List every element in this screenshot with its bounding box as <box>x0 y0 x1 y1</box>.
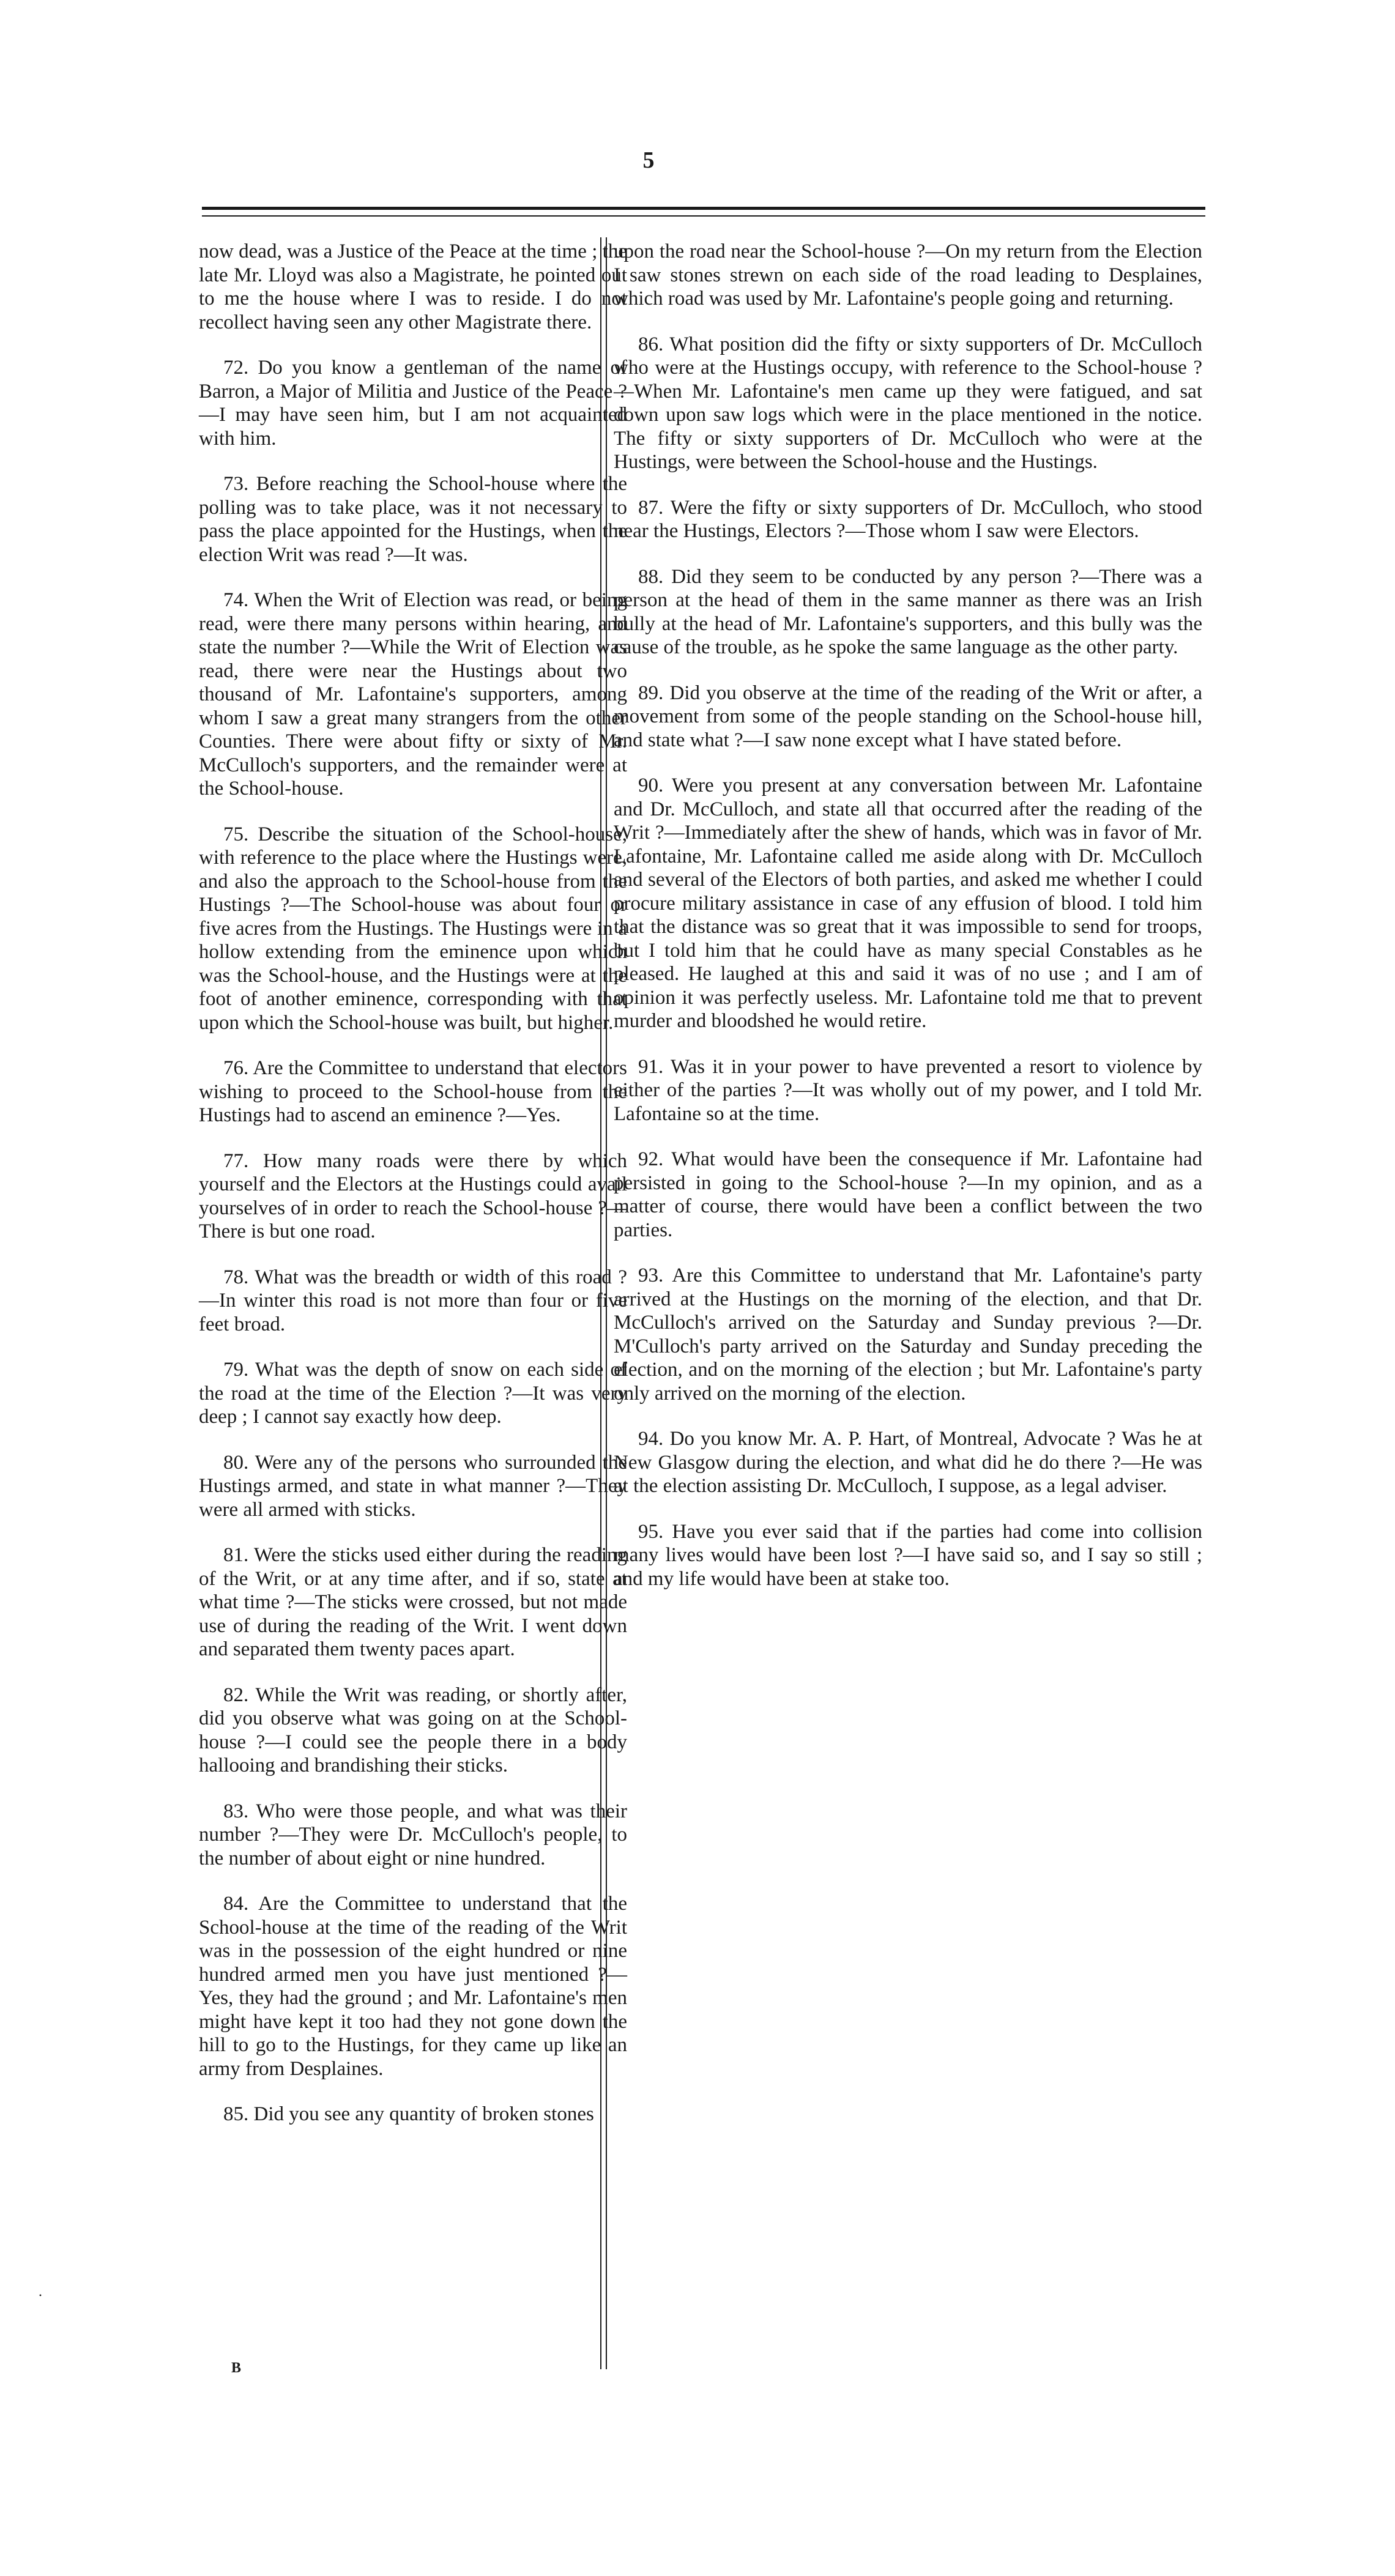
paragraph: 76. Are the Committee to understand that electors wishing to proceed to the School-house from the Hustings had to ascend an eminence ?—Yes. <box>199 1057 627 1126</box>
signature-mark: B <box>231 2360 242 2376</box>
page-number: 5 <box>642 147 655 173</box>
paragraph: 83. Who were those people, and what was their number ?—They were Dr. McCulloch's people, to the number of about eight or nine hundred. <box>199 1800 627 1869</box>
paragraph: 84. Are the Committee to understand that the School-house at the time of the reading of the Writ was in the possession of the eight hundred or nine hundred armed men you have just mentioned ?—Yes, they had the ground ; and Mr. Lafontaine's men might have kept it too had they not gone down the hill to go to the Hustings, for they came up like an army from Desplaines. <box>199 1893 627 2080</box>
paragraph: 81. Were the sticks used either during the reading of the Writ, or at any time after, and if so, state at what time ?—The sticks were crossed, but not made use of during the reading of the Writ. I went down and separated them twenty paces apart. <box>199 1544 627 1660</box>
paragraph: 78. What was the breadth or width of this road ?—In winter this road is not more than four or five feet broad. <box>199 1266 627 1335</box>
paragraph: now dead, was a Justice of the Peace at the time ; the late Mr. Lloyd was also a Magistrate, he pointed out to me the house where I was to reside. I do not recollect having seen any other Magistrate there. <box>199 240 627 333</box>
paragraph: 73. Before reaching the School-house where the polling was to take place, was it not necessary to pass the place appointed for the Hustings, when the election Writ was read ?—It was. <box>199 473 627 566</box>
paragraph: 72. Do you know a gentleman of the name of Barron, a Major of Militia and Justice of the Peace ?—I may have seen him, but I am not acquainted with him. <box>199 357 627 450</box>
paragraph: 89. Did you observe at the time of the reading of the Writ or after, a movement from some of the people standing on the School-house hill, and state what ?—I saw none except what I have stated before. <box>614 681 1202 751</box>
right-column <box>614 240 1202 1591</box>
paragraph: 79. What was the depth of snow on each side of the road at the time of the Election ?—It was very deep ; I cannot say exactly how deep. <box>199 1359 627 1428</box>
paragraph: 85. Did you see any quantity of broken stones <box>223 2103 594 2125</box>
paragraph: 94. Do you know Mr. A. P. Hart, of Montreal, Advocate ? Was he at New Glasgow during the election, and what did he do there ?—He was at the election assisting Dr. McCulloch, I suppose, as a legal adviser. <box>614 1428 1202 1497</box>
left-column <box>199 240 627 2126</box>
paragraph: 90. Were you present at any conversation between Mr. Lafontaine and Dr. McCulloch, and state all that occurred after the reading of the Writ ?—Immediately after the shew of hands, which was in favor of Mr. Lafontaine, Mr. Lafontaine called me aside along with Dr. McCulloch and several of the Electors of both parties, and asked me whether I could procure military assistance in case of any effusion of blood. I told him that the distance was so great that it was impossible to send for troops, but I told him that he could have as many special Constables as he pleased. He laughed at this and said it was of no use ; and I am of opinion it was perfectly useless. Mr. Lafontaine told me that to prevent murder and bloodshed he would retire. <box>614 774 1202 1032</box>
paragraph: 95. Have you ever said that if the parties had come into collision many lives would have been lost ?—I have said so, and I say so still ; and my life would have been at stake too. <box>614 1520 1202 1590</box>
paragraph: upon the road near the School-house ?—On my return from the Election I saw stones strewn on each side of the road leading to Desplaines, which road was used by Mr. Lafontaine's people going and returning. <box>614 240 1202 310</box>
paragraph: 82. While the Writ was reading, or shortly after, did you observe what was going on at the School-house ?—I could see the people there in a body hallooing and brandishing their sticks. <box>199 1683 627 1776</box>
paragraph: 80. Were any of the persons who surrounded the Hustings armed, and state in what manner ?—They were all armed with sticks. <box>199 1451 627 1521</box>
paragraph: 88. Did they seem to be conducted by any person ?—There was a person at the head of them in the same manner as there was an Irish bully at the head of Mr. Lafontaine's supporters, and this bully was the cause of the trouble, as he spoke the same language as the other party. <box>614 565 1202 658</box>
paragraph: 93. Are this Committee to understand that Mr. Lafontaine's party arrived at the Hustings on the morning of the election, and that Dr. McCulloch's arrived on the Saturday and Sunday previous ?—Dr. M'Culloch's party arrived on the Saturday and Sunday preceding the election, and on the morning of the election ; but Mr. Lafontaine's party only arrived on the morning of the election. <box>614 1264 1202 1405</box>
paragraph: 75. Describe the situation of the School-house, with reference to the place where the Hustings were, and also the approach to the School-house from the Hustings ?—The School-house was about four or five acres from the Hustings. The Hustings were in a hollow extending from the eminence upon which was the School-house, and the Hustings were at the foot of another eminence, corresponding with that upon which the School-house was built, but higher. <box>199 823 627 1034</box>
paragraph: 87. Were the fifty or sixty supporters of Dr. McCulloch, who stood near the Hustings, Electors ?—Those whom I saw were Electors. <box>614 496 1202 542</box>
paragraph: 92. What would have been the consequence if Mr. Lafontaine had persisted in going to the School-house ?—In my opinion, and as a matter of course, there would have been a conflict between the two parties. <box>614 1148 1202 1241</box>
header-rule-thin <box>202 215 1205 217</box>
margin-mark: · <box>38 2288 43 2304</box>
header-rule-thick <box>202 207 1205 210</box>
paragraph: 74. When the Writ of Election was read, or being read, were there many persons within hearing, and state the number ?—While the Writ of Election was read, there were near the Hustings about two thousand of Mr. Lafontaine's supporters, among whom I saw a great many strangers from the other Counties. There were about fifty or sixty of Mr. McCulloch's supporters, and the remainder were at the School-house. <box>199 589 627 800</box>
paragraph: 86. What position did the fifty or sixty supporters of Dr. McCulloch who were at the Hustings occupy, with reference to the School-house ?—When Mr. Lafontaine's men came up they were fatigued, and sat down upon saw logs which were in the place mentioned in the notice. The fifty or sixty supporters of Dr. McCulloch who were at the Hustings, were between the School-house and the Hustings. <box>614 333 1202 473</box>
paragraph: 91. Was it in your power to have prevented a resort to violence by either of the parties ?—It was wholly out of my power, and I told Mr. Lafontaine so at the time. <box>614 1055 1202 1125</box>
paragraph: 77. How many roads were there by which yourself and the Electors at the Hustings could avail yourselves of in order to reach the School-house ?—There is but one road. <box>199 1149 627 1242</box>
